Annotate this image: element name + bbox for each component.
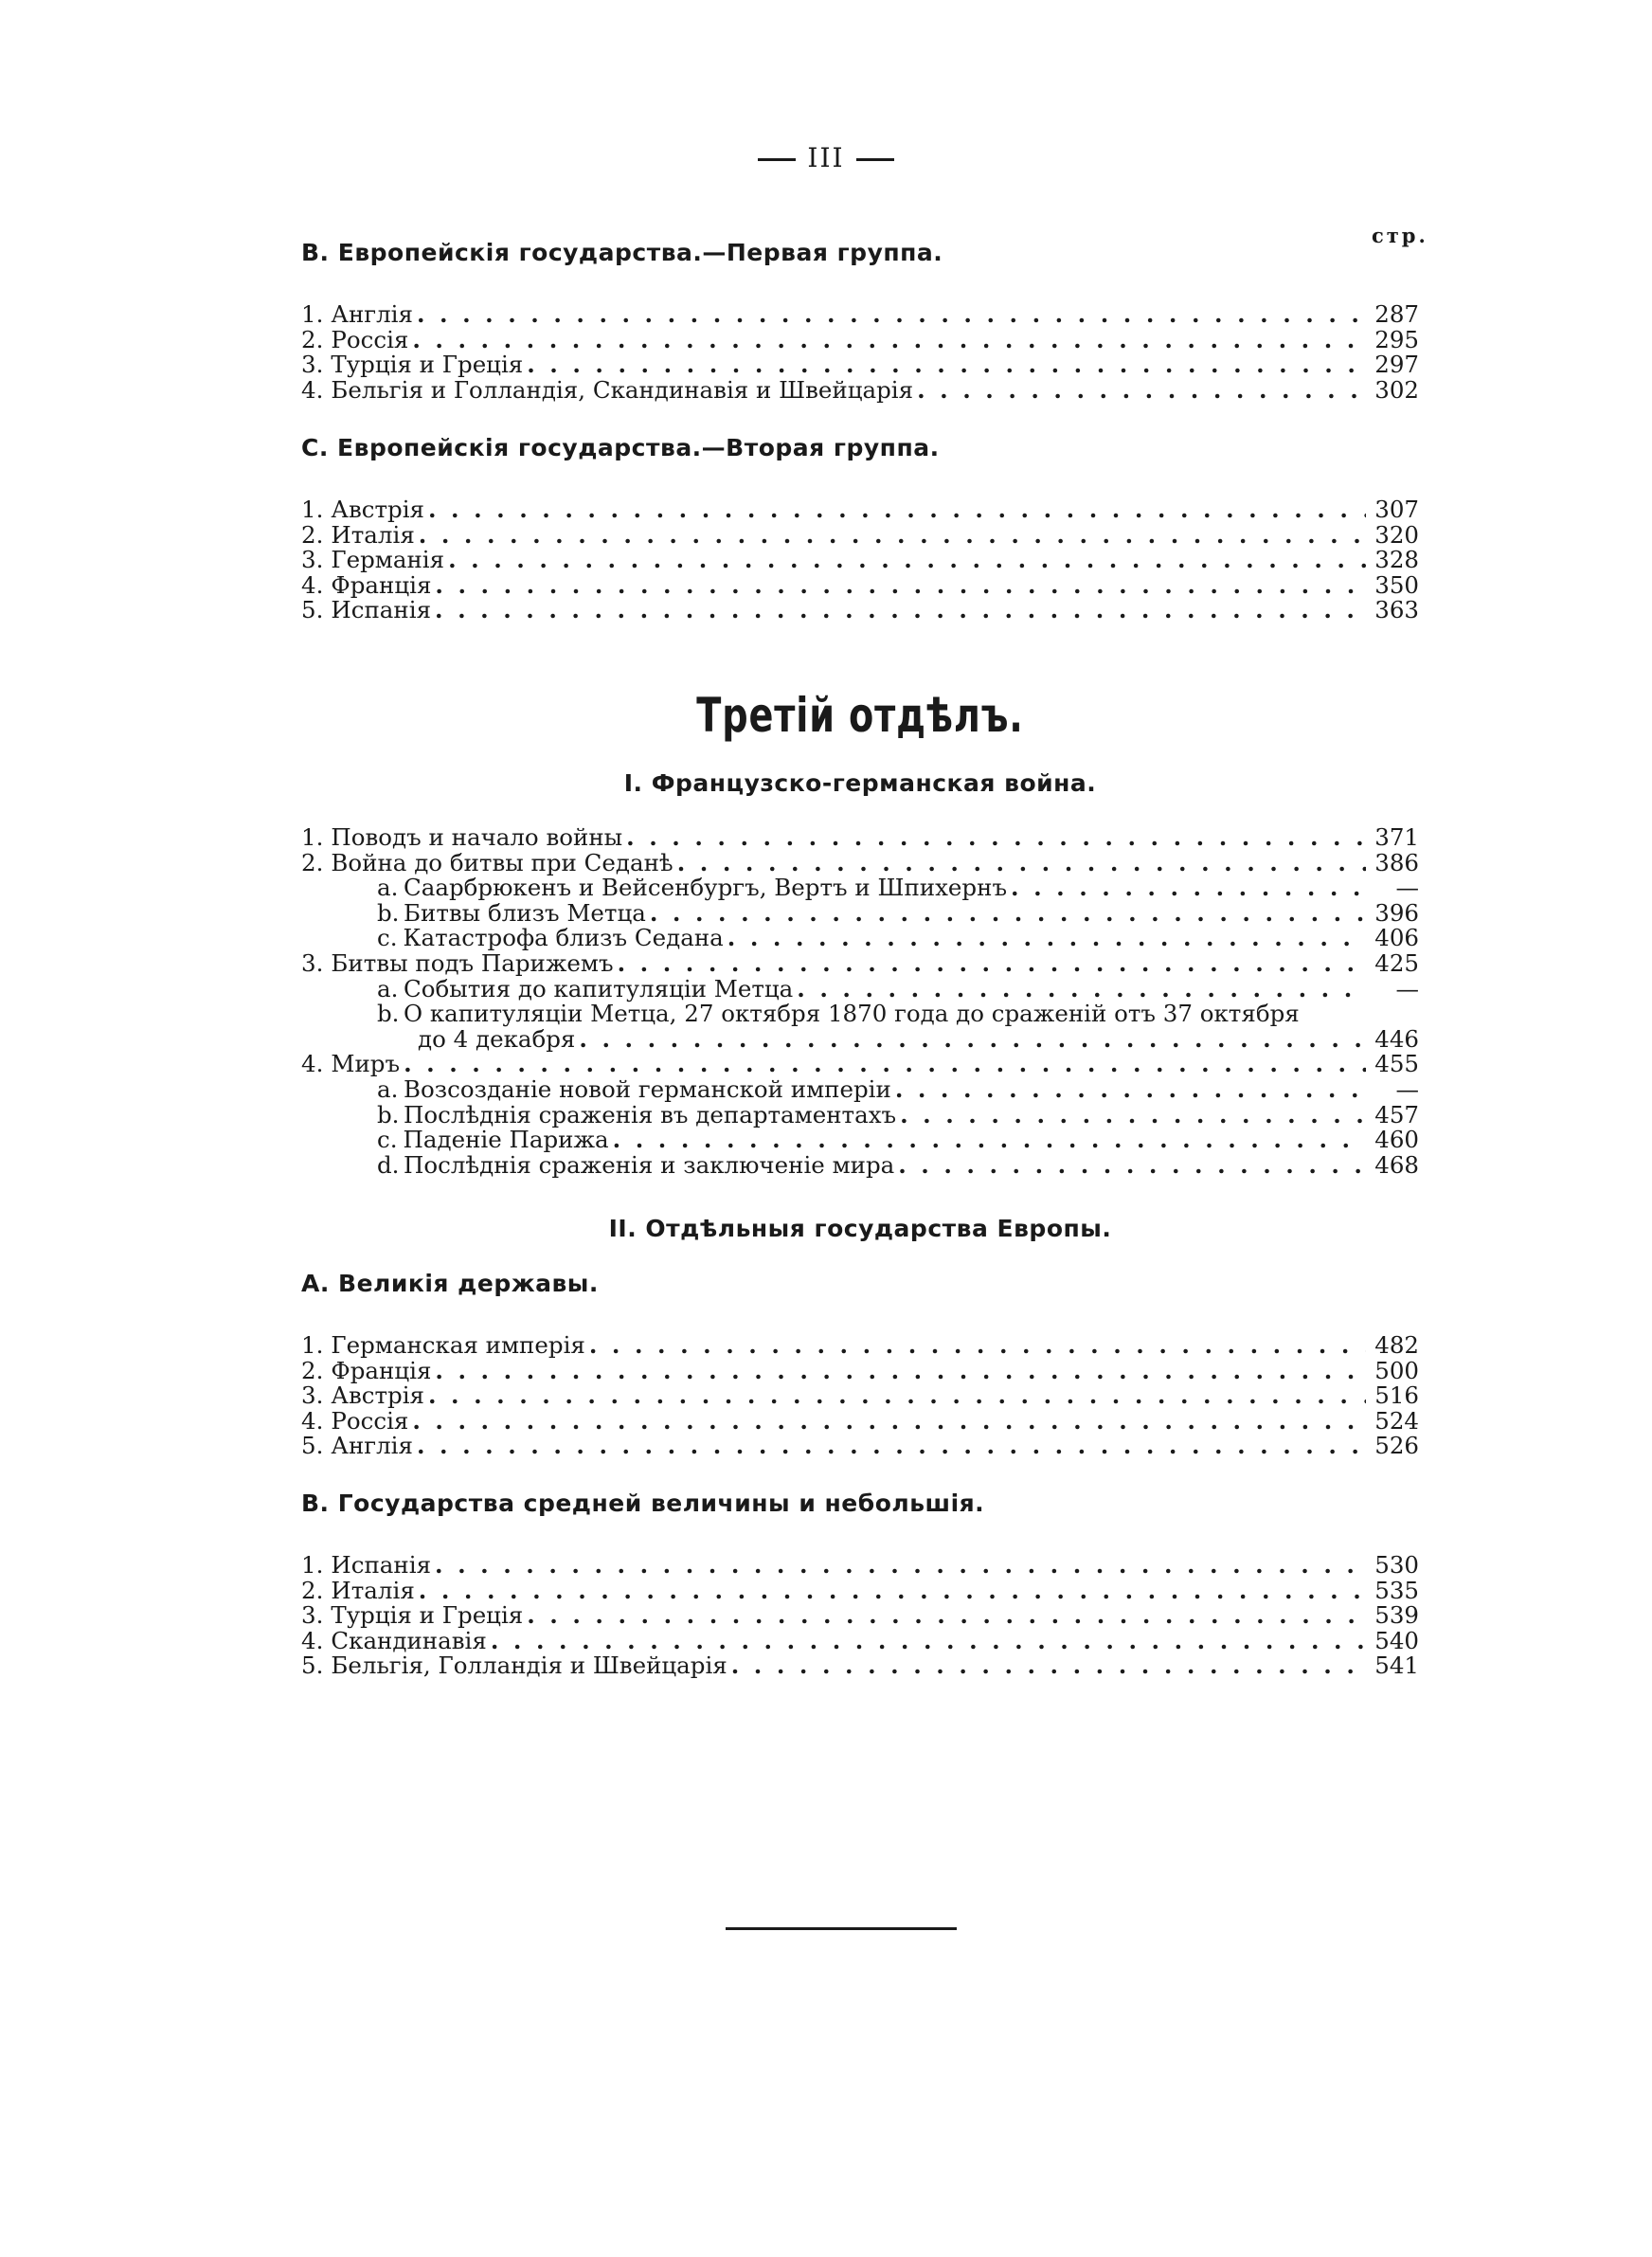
toc-entry <box>301 497 1419 523</box>
entry-page: 541 <box>1374 1652 1419 1680</box>
entry-number: a. <box>377 974 399 1002</box>
dot-leader <box>431 598 1366 623</box>
entry-number: 2. <box>301 848 324 876</box>
entry-number: c. <box>377 1126 398 1154</box>
dot-leader <box>585 1333 1366 1359</box>
dot-leader <box>431 573 1366 599</box>
entry-page: 530 <box>1374 1551 1419 1579</box>
dot-leader <box>673 851 1366 876</box>
entry-number: 1. <box>301 823 324 851</box>
entry-page: 446 <box>1374 1024 1419 1053</box>
dot-leader <box>408 328 1366 353</box>
toc-entry <box>301 1356 1419 1384</box>
entry-label: Бельгія и Голландія, Скандинавія и Швейцарія <box>331 375 914 404</box>
entry-page: 320 <box>1374 520 1419 549</box>
entry-page: — <box>1395 1074 1419 1103</box>
entry-number: 5. <box>301 596 324 624</box>
part-title: Третій отдѣлъ. <box>696 688 1024 743</box>
entry-page: 535 <box>1374 1576 1419 1604</box>
entry-number: 1. <box>301 300 324 328</box>
entry-number: 3. <box>301 1381 324 1410</box>
dot-leader <box>727 1653 1366 1679</box>
entry-page: — <box>1395 874 1419 902</box>
toc-entry <box>301 898 1419 927</box>
toc-entry <box>301 974 1419 1002</box>
toc-entry <box>301 926 1419 951</box>
entry-number: a. <box>377 874 399 902</box>
section-b-block <box>301 239 1419 403</box>
entry-label: Миръ <box>331 1050 401 1078</box>
entry-page: 524 <box>1374 1406 1419 1435</box>
entry-label: Послѣднія сраженія и заключеніе мира <box>404 1150 895 1179</box>
dot-leader <box>413 302 1366 328</box>
entry-page: 425 <box>1374 948 1419 977</box>
dot-leader <box>896 1103 1366 1128</box>
toc-entry <box>301 848 1419 876</box>
entry-page: — <box>1395 974 1419 1002</box>
toc-entry <box>301 1626 1419 1654</box>
closing-rule <box>726 1927 957 1930</box>
toc-entry <box>301 375 1419 404</box>
entry-number: 2. <box>301 520 324 549</box>
entry-label: Поводъ и начало войны <box>331 823 623 851</box>
toc-entry <box>301 876 1419 901</box>
toc-entry <box>301 1150 1419 1179</box>
entry-page: 328 <box>1374 546 1419 574</box>
dot-leader <box>487 1629 1366 1654</box>
entry-number: 5. <box>301 1652 324 1680</box>
entry-page: 500 <box>1374 1356 1419 1384</box>
entry-label: Россія <box>331 1406 409 1435</box>
section-title: В. Государства средней величины и небольшія. <box>301 1490 985 1517</box>
toc-entry <box>301 1576 1419 1604</box>
entry-page: 516 <box>1374 1381 1419 1410</box>
entry-label: Скандинавія <box>331 1626 487 1654</box>
entry-label: до 4 декабря <box>418 1024 576 1053</box>
entry-number: 2. <box>301 325 324 353</box>
dot-leader <box>891 1077 1366 1103</box>
entry-label: Битвы подъ Парижемъ <box>331 948 614 977</box>
entry-label: Паденіе Парижа <box>403 1126 609 1154</box>
entry-label: Саарбрюкенъ и Вейсенбургъ, Вертъ и Шпихернъ <box>404 874 1008 902</box>
entry-label: Турція и Греція <box>331 351 524 379</box>
entry-number: 3. <box>301 351 324 379</box>
entry-label: О капитуляціи Метца, 27 октября 1870 года до сраженій отъ 37 октября <box>404 1000 1300 1028</box>
dot-leader <box>575 1027 1366 1053</box>
entry-page: 363 <box>1374 596 1419 624</box>
dot-leader <box>444 548 1366 573</box>
dash-left <box>758 158 796 161</box>
entry-number: b. <box>377 1000 400 1028</box>
entry-number: a. <box>377 1074 399 1103</box>
toc-entry <box>301 302 1419 328</box>
entry-page: 297 <box>1374 351 1419 379</box>
entry-number: 4. <box>301 1050 324 1078</box>
dot-leader <box>1007 876 1366 901</box>
great-powers-block <box>301 1270 1419 1459</box>
dot-leader <box>431 1359 1366 1384</box>
part-three-heading <box>301 688 1419 743</box>
dot-leader <box>622 825 1366 851</box>
toc-entry <box>301 352 1419 378</box>
dot-leader <box>724 926 1366 951</box>
dot-leader <box>646 901 1366 927</box>
entry-page: 350 <box>1374 570 1419 599</box>
entry-page: 540 <box>1374 1626 1419 1654</box>
toc-entry <box>301 1128 1419 1153</box>
entry-page: 307 <box>1374 496 1419 523</box>
entry-page: 371 <box>1374 823 1419 851</box>
dot-leader <box>400 1052 1366 1077</box>
dot-leader <box>424 497 1366 523</box>
entry-number: d. <box>377 1150 400 1179</box>
toc-entry <box>301 1024 1419 1053</box>
entry-page: 396 <box>1374 898 1419 927</box>
entry-label: Англія <box>331 1432 413 1460</box>
entry-page: 455 <box>1374 1050 1419 1078</box>
entry-label: Катастрофа близъ Седана <box>403 924 724 952</box>
dash-right <box>856 158 894 161</box>
entry-number: 3. <box>301 948 324 977</box>
toc-entry <box>301 570 1419 599</box>
entry-number: 2. <box>301 1576 324 1604</box>
toc-entry <box>301 1052 1419 1077</box>
entry-label: Битвы близъ Метца <box>404 898 646 927</box>
entry-label: Германская имперія <box>331 1331 585 1359</box>
entry-number: 5. <box>301 1432 324 1460</box>
entry-number: 2. <box>301 1356 324 1384</box>
toc-entry <box>301 1074 1419 1103</box>
dot-leader <box>913 378 1366 404</box>
entry-label: Возсозданіе новой германской имперіи <box>404 1074 891 1103</box>
entry-page: 457 <box>1374 1100 1419 1128</box>
dot-leader <box>523 352 1366 378</box>
toc-entry <box>301 1653 1419 1679</box>
states-heading <box>301 1215 1419 1278</box>
dot-leader <box>894 1153 1366 1179</box>
toc-entry <box>301 1383 1419 1409</box>
toc-entry <box>301 325 1419 353</box>
entry-number: 1. <box>301 496 324 523</box>
entry-page: 386 <box>1374 848 1419 876</box>
entry-label: Турція и Греція <box>331 1601 524 1630</box>
entry-number: 3. <box>301 1601 324 1630</box>
entry-page: 468 <box>1374 1150 1419 1179</box>
toc-entry <box>301 520 1419 549</box>
dot-leader <box>609 1128 1366 1153</box>
entry-number: 3. <box>301 546 324 574</box>
toc-list <box>301 302 1419 403</box>
entry-number: 1. <box>301 1551 324 1579</box>
section-title: С. Европейскія государства.—Вторая группа. <box>301 434 940 461</box>
dot-leader <box>793 977 1366 1002</box>
entry-page: 302 <box>1374 375 1419 404</box>
entry-page: 482 <box>1374 1331 1419 1359</box>
entry-number: b. <box>377 898 400 927</box>
entry-label: Франція <box>331 570 432 599</box>
toc-entry <box>301 1100 1419 1128</box>
dot-leader <box>415 523 1366 549</box>
entry-label: Италія <box>331 520 415 549</box>
section-c-block <box>301 434 1419 623</box>
entry-label: События до капитуляціи Метца <box>404 974 794 1002</box>
dot-leader <box>431 1553 1366 1579</box>
entry-label: Послѣднія сраженія въ департаментахъ <box>404 1100 897 1128</box>
entry-page: 460 <box>1374 1126 1419 1154</box>
war-block <box>301 769 1419 1178</box>
dot-leader <box>408 1409 1366 1435</box>
entry-label: Англія <box>331 300 413 328</box>
page-number <box>0 142 1652 173</box>
entry-label: Война до битвы при Седанѣ <box>331 848 673 876</box>
section-title: А. Великія державы. <box>301 1270 599 1297</box>
entry-number: 4. <box>301 1626 324 1654</box>
toc-entry <box>301 1002 1419 1027</box>
entry-label: Испанія <box>331 1551 432 1579</box>
entry-page: 539 <box>1374 1601 1419 1630</box>
toc-entry <box>301 1603 1419 1629</box>
toc-entry <box>301 1406 1419 1435</box>
toc-list <box>301 497 1419 623</box>
section-title: В. Европейскія государства.—Первая группа. <box>301 239 943 266</box>
entry-label: Франція <box>331 1356 432 1384</box>
toc-entry <box>301 548 1419 573</box>
dot-leader <box>523 1603 1366 1629</box>
entry-number: 4. <box>301 570 324 599</box>
toc-entry <box>301 598 1419 623</box>
section-title: II. Отдѣльныя государства Европы. <box>608 1215 1112 1242</box>
entry-label: Австрія <box>331 496 424 523</box>
entry-number: 4. <box>301 375 324 404</box>
entry-label: Германія <box>331 546 445 574</box>
medium-states-block <box>301 1490 1419 1679</box>
entry-page: 287 <box>1374 300 1419 328</box>
toc-entry <box>301 825 1419 851</box>
toc-entry <box>301 1333 1419 1359</box>
entry-number: 4. <box>301 1406 324 1435</box>
entry-number: c. <box>377 924 398 952</box>
page-number-text: III <box>807 142 845 173</box>
section-title: I. Французско-германская война. <box>623 769 1097 797</box>
entry-label: Бельгія, Голландія и Швейцарія <box>331 1652 727 1680</box>
entry-page: 526 <box>1374 1432 1419 1460</box>
toc-entry <box>301 1553 1419 1579</box>
entry-label: Россія <box>331 325 409 353</box>
toc-entry <box>301 1434 1419 1459</box>
entry-label: Испанія <box>331 596 432 624</box>
toc-list <box>301 1553 1419 1679</box>
page-column-header: стр. <box>1372 224 1428 247</box>
toc-entry <box>301 948 1419 977</box>
entry-label: Австрія <box>331 1381 424 1410</box>
entry-label: Италія <box>331 1576 415 1604</box>
toc-list <box>301 825 1419 1178</box>
dot-leader <box>415 1579 1366 1604</box>
entry-number: b. <box>377 1100 400 1128</box>
dot-leader <box>413 1434 1366 1459</box>
dot-leader <box>614 951 1366 977</box>
dot-leader <box>424 1383 1366 1409</box>
toc-list <box>301 1333 1419 1459</box>
entry-page: 406 <box>1374 924 1419 952</box>
entry-number: 1. <box>301 1331 324 1359</box>
entry-page: 295 <box>1374 325 1419 353</box>
